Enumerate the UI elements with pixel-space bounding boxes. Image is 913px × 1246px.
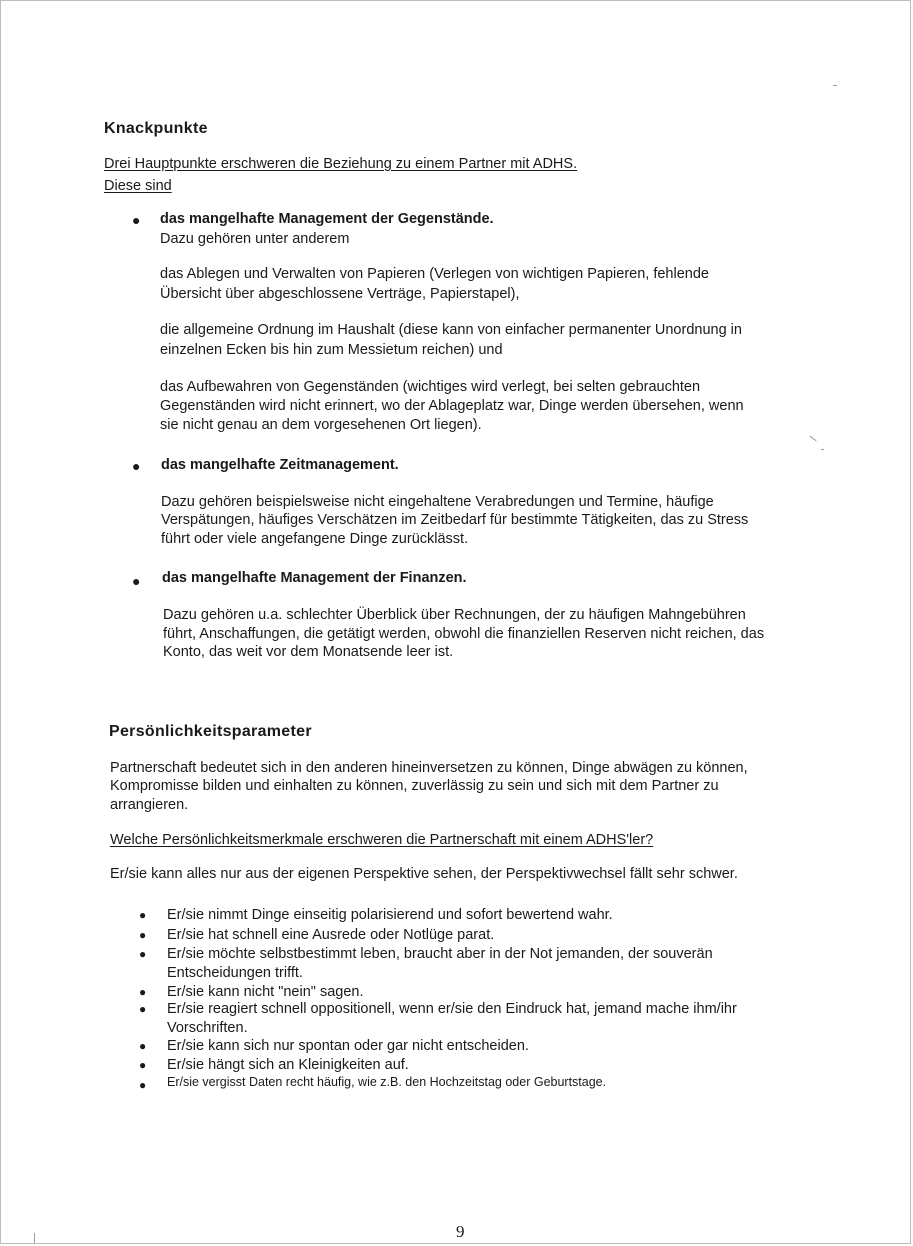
section2-p1-line3: arrangieren. <box>110 797 189 813</box>
scan-speck <box>809 436 816 441</box>
list-item-5-line1: Er/sie reagiert schnell oppositionell, wenn er/sie den Eindruck hat, jemand mache ihm/ihr <box>167 1001 737 1017</box>
bullet-marker: ● <box>139 1002 147 1016</box>
section2-statement: Er/sie kann alles nur aus der eigenen Perspektive sehen, der Perspektivwechsel fällt sehr schwer. <box>110 866 738 882</box>
list-item-2: Er/sie hat schnell eine Ausrede oder Notlüge parat. <box>167 927 495 943</box>
bullet-marker: ● <box>132 458 141 474</box>
list-item-1: Er/sie nimmt Dinge einseitig polarisierend und sofort bewertend wahr. <box>167 907 613 923</box>
item1-lead: Dazu gehören unter anderem <box>160 231 350 247</box>
item3-line2: führt, Anschaffungen, die getätigt werden, obwohl die finanziellen Reserven nicht reichen, das <box>163 626 765 642</box>
section2-question: Welche Persönlichkeitsmerkmale erschweren die Partnerschaft mit einem ADHS'ler? <box>110 832 654 848</box>
list-item-3-line1: Er/sie möchte selbstbestimmt leben, braucht aber in der Not jemanden, der souverän <box>167 946 713 962</box>
item3-line3: Konto, das weit vor dem Monatsende leer ist. <box>163 644 454 660</box>
item2-line3: führt oder viele angefangene Dinge zurücklässt. <box>161 531 469 547</box>
section-heading-knackpunkte: Knackpunkte <box>104 120 208 137</box>
item1-p3-line2: Gegenständen wird nicht erinnert, wo der Ablageplatz war, Dinge werden übersehen, wenn <box>160 398 744 414</box>
intro-line-2: Diese sind <box>104 178 172 194</box>
bullet-marker: ● <box>139 928 147 942</box>
item2-line2: Verspätungen, häufiges Verschätzen im Zeitbedarf für bestimmte Tätigkeiten, das zu Stress <box>161 512 749 528</box>
item1-p1-line2: Übersicht über abgeschlossene Verträge, Papierstapel), <box>160 286 520 302</box>
list-item-5-line2: Vorschriften. <box>167 1020 248 1036</box>
bullet-marker: ● <box>139 947 147 961</box>
item1-p3-line3: sie nicht genau an dem vorgesehenen Ort liegen). <box>160 417 482 433</box>
list-item-8: Er/sie vergisst Daten recht häufig, wie z.B. den Hochzeitstag oder Geburtstage. <box>167 1075 607 1089</box>
scan-speck <box>34 1233 35 1243</box>
item2-line1: Dazu gehören beispielsweise nicht eingehaltene Verabredungen und Termine, häufige <box>161 494 714 510</box>
bullet-marker: ● <box>139 985 147 999</box>
item3-title: das mangelhafte Management der Finanzen. <box>162 570 467 586</box>
item3-line1: Dazu gehören u.a. schlechter Überblick über Rechnungen, der zu häufigen Mahngebühren <box>163 607 746 623</box>
item1-title: das mangelhafte Management der Gegenstände. <box>160 211 494 227</box>
bullet-marker: ● <box>132 212 141 228</box>
list-item-7: Er/sie hängt sich an Kleinigkeiten auf. <box>167 1057 409 1073</box>
intro-line-1: Drei Hauptpunkte erschweren die Beziehung zu einem Partner mit ADHS. <box>104 156 578 172</box>
list-item-3-line2: Entscheidungen trifft. <box>167 965 303 981</box>
scan-speck <box>821 449 824 450</box>
list-item-6: Er/sie kann sich nur spontan oder gar nicht entscheiden. <box>167 1038 529 1054</box>
scan-speck <box>833 85 837 86</box>
item2-title: das mangelhafte Zeitmanagement. <box>161 457 399 473</box>
item1-p2-line1: die allgemeine Ordnung im Haushalt (diese kann von einfacher permanenter Unordnung in <box>160 322 742 338</box>
page-number: 9 <box>456 1222 465 1241</box>
bullet-marker: ● <box>139 908 147 922</box>
bullet-marker: ● <box>139 1078 147 1092</box>
bullet-marker: ● <box>139 1058 147 1072</box>
section-heading-persoenlichkeitsparameter: Persönlichkeitsparameter <box>109 723 312 740</box>
list-item-4: Er/sie kann nicht "nein" sagen. <box>167 984 364 1000</box>
bullet-marker: ● <box>132 573 141 589</box>
section2-p1-line1: Partnerschaft bedeutet sich in den anderen hineinversetzen zu können, Dinge abwägen zu können, <box>110 760 748 776</box>
item1-p2-line2: einzelnen Ecken bis hin zum Messietum reichen) und <box>160 342 503 358</box>
bullet-marker: ● <box>139 1039 147 1053</box>
item1-p3-line1: das Aufbewahren von Gegenständen (wichtiges wird verlegt, bei selten gebrauchten <box>160 379 701 395</box>
section2-p1-line2: Kompromisse bilden und einhalten zu können, zuverlässig zu sein und sich mit dem Partner zu <box>110 778 719 794</box>
item1-p1-line1: das Ablegen und Verwalten von Papieren (Verlegen von wichtigen Papieren, fehlende <box>160 266 709 282</box>
